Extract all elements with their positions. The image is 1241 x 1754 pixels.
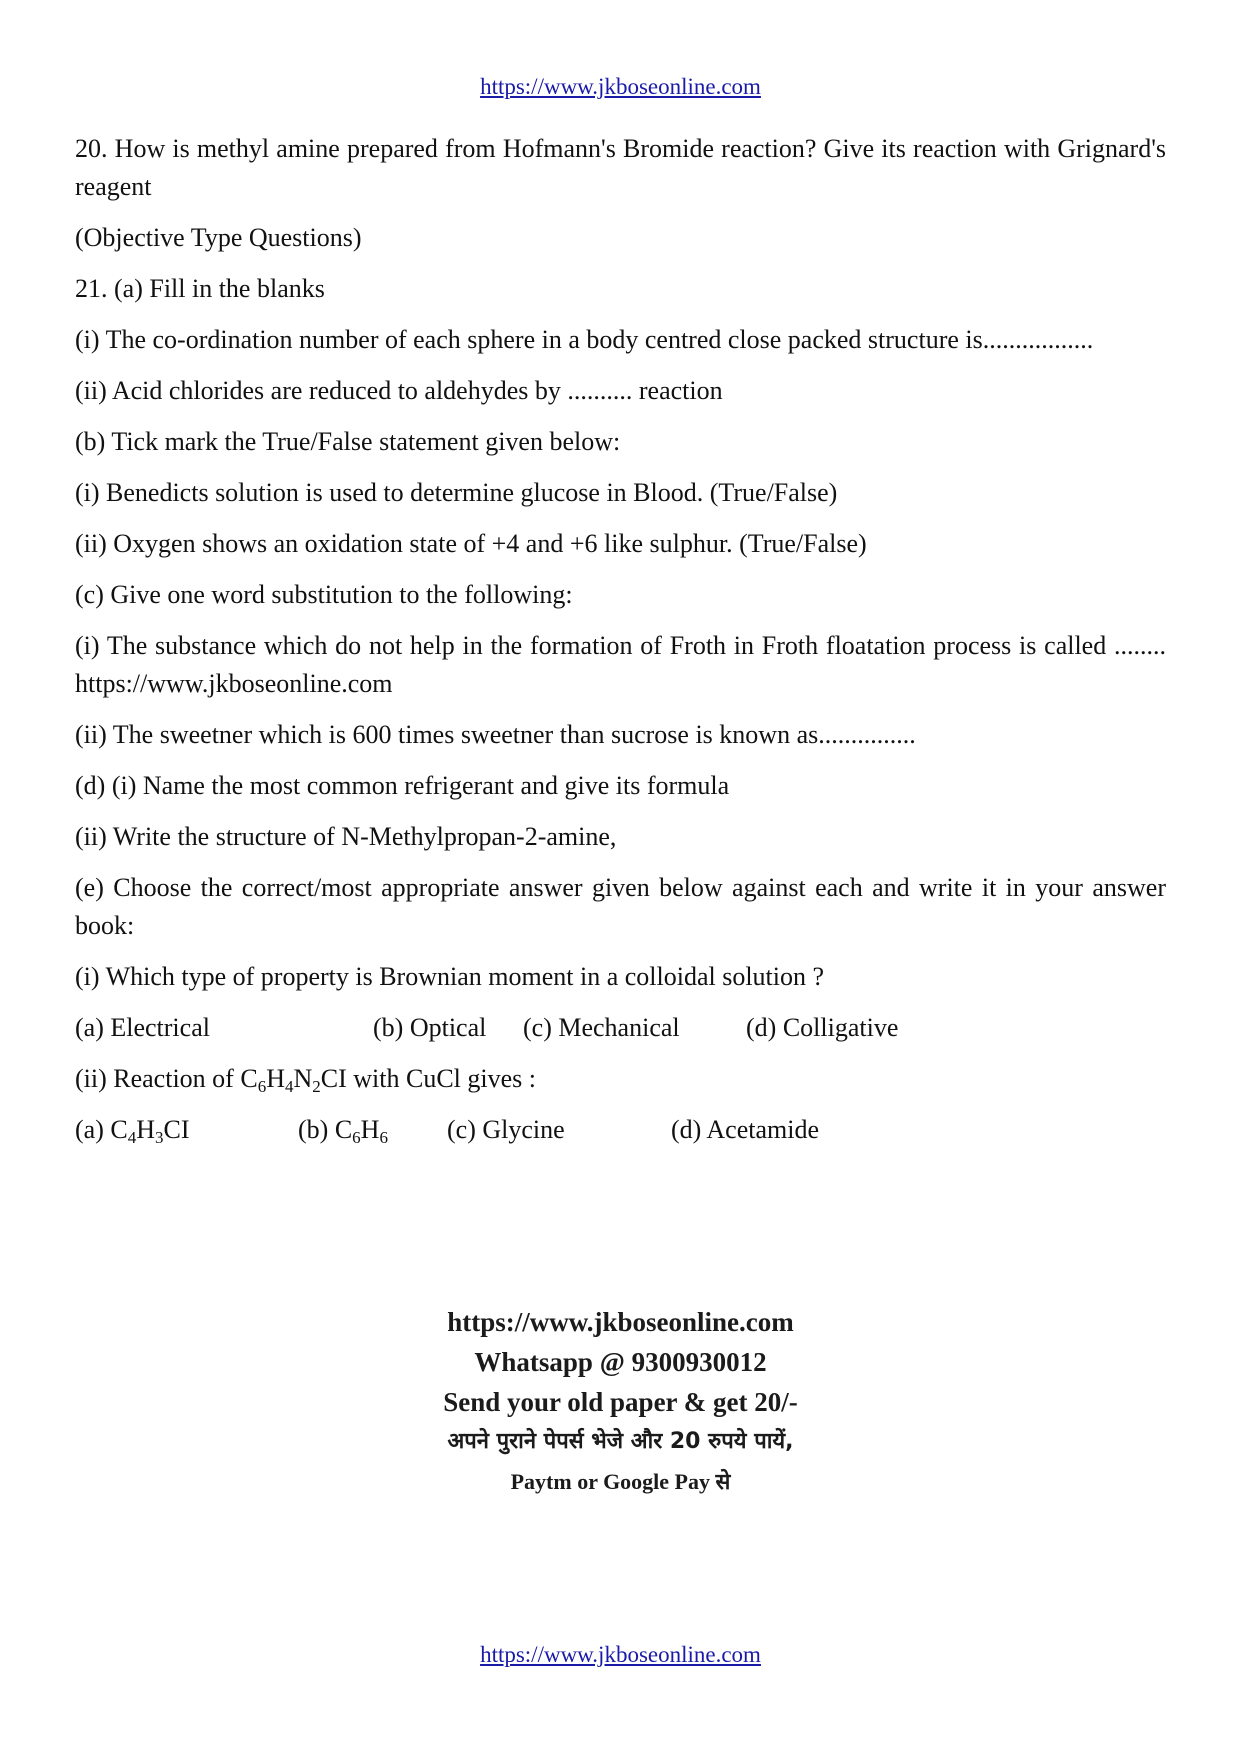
formula-text-3: CI with CuCl gives : <box>320 1064 536 1093</box>
option-a: (a) Electrical <box>75 1013 210 1042</box>
question-21d-i: (d) (i) Name the most common refrigerant and give its formula <box>75 771 730 800</box>
bottom-link-container <box>0 1642 1241 1668</box>
question-21a: 21. (a) Fill in the blanks <box>75 274 325 303</box>
formula-prefix: (ii) Reaction of C <box>75 1064 258 1093</box>
option-a-sub-1: 4 <box>127 1128 137 1147</box>
question-21c-i: (i) The substance which do not help in the formation of Froth in Froth floatation process is called ........ https://www.jkboseonline.com <box>75 631 1166 698</box>
option-b-sub-2: 6 <box>379 1128 388 1147</box>
formula-text-2: N <box>293 1064 313 1093</box>
question-content <box>75 130 1166 1162</box>
promo-hindi: अपने पुराने पेपर्स भेजे और 20 रुपये पायें, <box>447 1429 794 1454</box>
question-21e-i-options <box>75 1009 1166 1047</box>
option-a-sub-2: 3 <box>154 1128 164 1147</box>
promo-offer: Send your old paper & get 20/- <box>443 1387 798 1417</box>
formula-sub-2: 4 <box>284 1077 294 1096</box>
option-b-prefix: (b) C <box>298 1115 353 1144</box>
question-21e-i: (i) Which type of property is Brownian moment in a colloidal solution ? <box>75 962 825 991</box>
option-a <box>75 1111 298 1149</box>
objective-heading: (Objective Type Questions) <box>75 223 362 252</box>
bottom-link[interactable]: https://www.jkboseonline.com <box>480 1642 761 1667</box>
option-c: (c) Mechanical <box>523 1013 680 1042</box>
question-21e: (e) Choose the correct/most appropriate answer given below against each and write it in your answer book: <box>75 873 1166 940</box>
question-21b-i: (i) Benedicts solution is used to determine glucose in Blood. (True/False) <box>75 478 838 507</box>
formula-sub-1: 6 <box>257 1077 267 1096</box>
promo-footer <box>0 1302 1241 1502</box>
question-21e-ii <box>75 1060 1166 1098</box>
question-21e-ii-options <box>75 1111 1166 1149</box>
option-c: (c) Glycine <box>447 1115 565 1144</box>
question-21c: (c) Give one word substitution to the following: <box>75 580 573 609</box>
formula-text-1: H <box>266 1064 285 1093</box>
question-21d-ii: (ii) Write the structure of N-Methylpropan-2-amine, <box>75 822 617 851</box>
option-b-sub-1: 6 <box>352 1128 361 1147</box>
question-21a-ii: (ii) Acid chlorides are reduced to aldehydes by .......... reaction <box>75 376 723 405</box>
option-a-text-1: H <box>136 1115 155 1144</box>
option-d: (d) Acetamide <box>671 1115 819 1144</box>
promo-link[interactable]: https://www.jkboseonline.com <box>447 1307 794 1337</box>
option-b: (b) Optical <box>373 1013 487 1042</box>
header-link-container <box>0 74 1241 100</box>
question-21b-ii: (ii) Oxygen shows an oxidation state of +4 and +6 like sulphur. (True/False) <box>75 529 867 558</box>
question-20: 20. How is methyl amine prepared from Hofmann's Bromide reaction? Give its reaction with Grignard's reagent <box>75 134 1166 201</box>
option-d: (d) Colligative <box>746 1013 899 1042</box>
header-link[interactable]: https://www.jkboseonline.com <box>480 74 761 99</box>
question-21c-ii: (ii) The sweetner which is 600 times sweetner than sucrose is known as............... <box>75 720 916 749</box>
promo-whatsapp: Whatsapp @ 9300930012 <box>474 1347 767 1377</box>
option-a-text-2: CI <box>163 1115 190 1144</box>
question-21a-i: (i) The co-ordination number of each sphere in a body centred close packed structure is................. <box>75 325 1094 354</box>
option-b <box>298 1111 447 1149</box>
option-b-text-1: H <box>360 1115 380 1144</box>
formula-sub-3: 2 <box>312 1077 321 1096</box>
option-a-prefix: (a) C <box>75 1115 128 1144</box>
promo-payment: Paytm or Google Pay से <box>510 1469 731 1494</box>
question-21b: (b) Tick mark the True/False statement given below: <box>75 427 621 456</box>
